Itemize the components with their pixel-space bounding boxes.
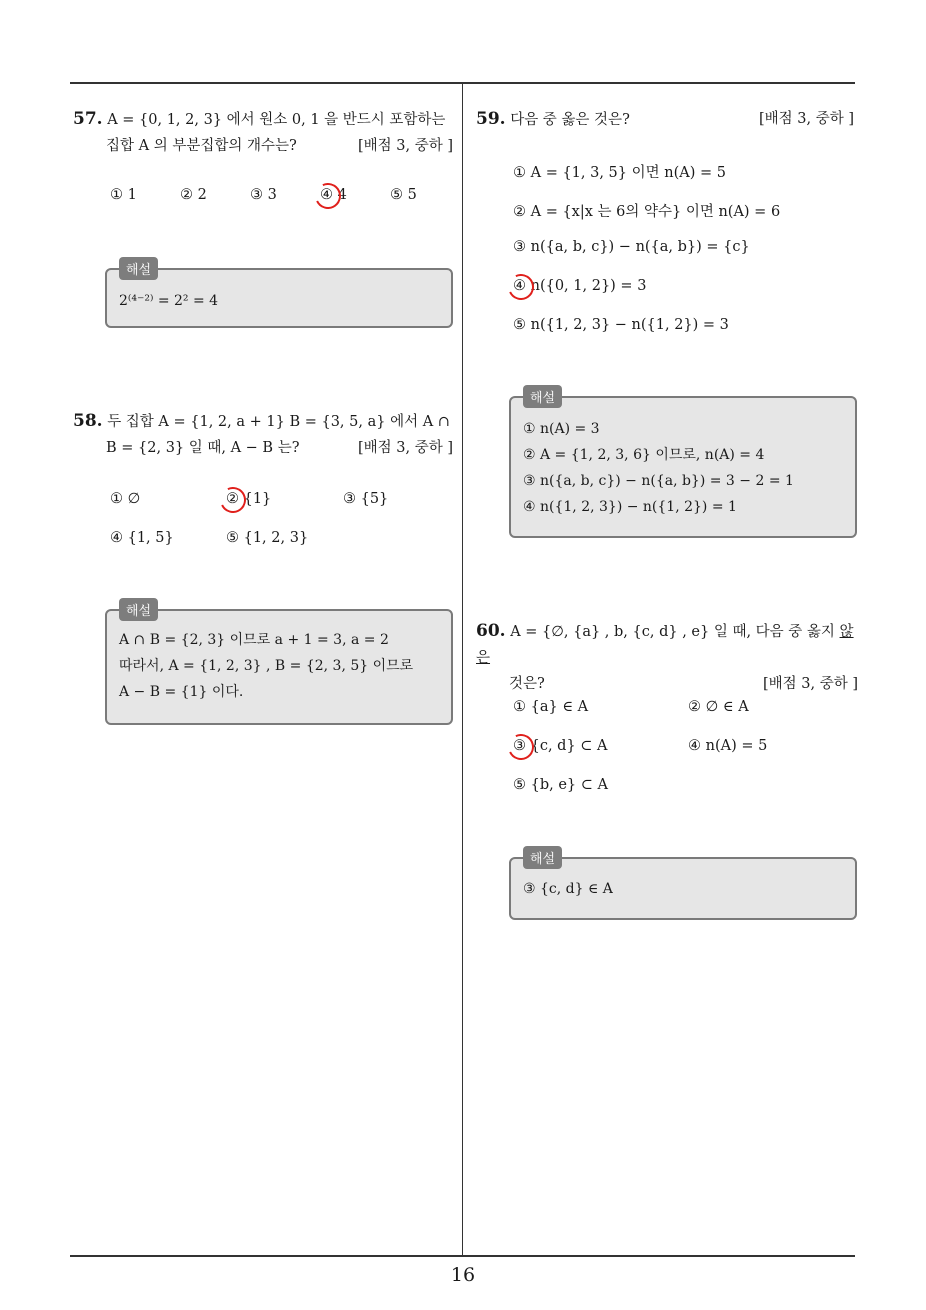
solution-box-59 — [509, 391, 857, 538]
solution-label: 해설 — [523, 385, 562, 408]
question-text-line2: 것은? — [509, 676, 545, 692]
option-3[interactable]: ③ {5} — [343, 491, 389, 507]
question-59 — [476, 106, 854, 133]
solution-line: ② A = {1, 2, 3, 6} 이므로, n(A) = 4 — [523, 447, 765, 463]
solution-box-58 — [105, 604, 453, 725]
solution-line: 2⁽⁴⁻²⁾ = 2² = 4 — [119, 293, 219, 309]
underlined-word: 않은 — [476, 624, 854, 666]
solution-line: A ∩ B = {2, 3} 이므로 a + 1 = 3, a = 2 — [119, 632, 389, 648]
question-text-line1: 다음 중 옳은 것은? — [510, 112, 630, 128]
score-label: [배점 3, 중하 ] — [357, 138, 453, 154]
question-58 — [73, 408, 453, 461]
option-3[interactable]: ③ n({a, b, c}) − n({a, b}) = {c} — [513, 239, 750, 255]
question-text-line2: B = {2, 3} 일 때, A − B 는? — [106, 440, 300, 456]
score-label: [배점 3, 중하 ] — [758, 111, 854, 127]
question-number: 57. — [73, 109, 103, 129]
question-number: 58. — [73, 411, 103, 431]
option-2[interactable]: ② A = {x|x 는 6의 약수} 이면 n(A) = 6 — [513, 204, 781, 220]
solution-box-57 — [105, 263, 453, 328]
question-text-line1: A = {0, 1, 2, 3} 에서 원소 0, 1 을 반드시 포함하는 — [107, 112, 446, 128]
answer-mark — [504, 730, 537, 763]
question-text-line1: A = {∅, {a} , b, {c, d} , e} 일 때, 다음 중 옳지 — [510, 624, 840, 640]
option-5[interactable]: ⑤ n({1, 2, 3} − n({1, 2}) = 3 — [513, 317, 729, 333]
option-4[interactable]: ④ 4 — [320, 187, 347, 203]
solution-line: A − B = {1} 이다. — [119, 684, 244, 700]
option-1[interactable]: ① {a} ∈ A — [513, 699, 589, 715]
option-2[interactable]: ② 2 — [180, 187, 207, 203]
option-5[interactable]: ⑤ {1, 2, 3} — [226, 530, 309, 546]
option-1[interactable]: ① 1 — [110, 187, 137, 203]
solution-box-60 — [509, 852, 857, 920]
answer-mark — [216, 483, 249, 516]
solution-line: ③ {c, d} ∈ A — [523, 881, 613, 897]
option-1[interactable]: ① A = {1, 3, 5} 이면 n(A) = 5 — [513, 165, 726, 181]
option-3[interactable]: ③ {c, d} ⊂ A — [513, 738, 608, 754]
bottom-rule — [70, 1255, 855, 1257]
question-number: 60. — [476, 621, 506, 641]
option-5[interactable]: ⑤ {b, e} ⊂ A — [513, 777, 608, 793]
score-label: [배점 3, 중하 ] — [762, 676, 858, 692]
solution-line: ④ n({1, 2, 3}) − n({1, 2}) = 1 — [523, 499, 737, 515]
solution-line: ③ n({a, b, c}) − n({a, b}) = 3 − 2 = 1 — [523, 473, 794, 489]
question-text-line2: 집합 A 의 부분집합의 개수는? — [106, 138, 297, 154]
option-4[interactable]: ④ {1, 5} — [110, 530, 174, 546]
option-1[interactable]: ① ∅ — [110, 491, 141, 507]
solution-label: 해설 — [119, 257, 158, 280]
option-4[interactable]: ④ n({0, 1, 2}) = 3 — [513, 278, 647, 294]
question-57 — [73, 106, 453, 159]
score-label: [배점 3, 중하 ] — [357, 440, 453, 456]
solution-line: 따라서, A = {1, 2, 3} , B = {2, 3, 5} 이므로 — [119, 658, 414, 674]
option-2[interactable]: ② ∅ ∈ A — [688, 699, 749, 715]
option-4[interactable]: ④ n(A) = 5 — [688, 738, 768, 754]
question-text-line1: 두 집합 A = {1, 2, a + 1} B = {3, 5, a} 에서 A ∩ — [107, 414, 450, 430]
answer-mark — [311, 179, 344, 212]
question-60 — [476, 618, 858, 697]
option-5[interactable]: ⑤ 5 — [390, 187, 417, 203]
option-2[interactable]: ② {1} — [226, 491, 272, 507]
solution-label: 해설 — [119, 598, 158, 621]
column-divider — [462, 82, 463, 1257]
question-number: 59. — [476, 109, 506, 129]
solution-label: 해설 — [523, 846, 562, 869]
solution-line: ① n(A) = 3 — [523, 421, 600, 437]
answer-mark — [504, 270, 537, 303]
page-number: 16 — [450, 1264, 476, 1286]
option-3[interactable]: ③ 3 — [250, 187, 277, 203]
